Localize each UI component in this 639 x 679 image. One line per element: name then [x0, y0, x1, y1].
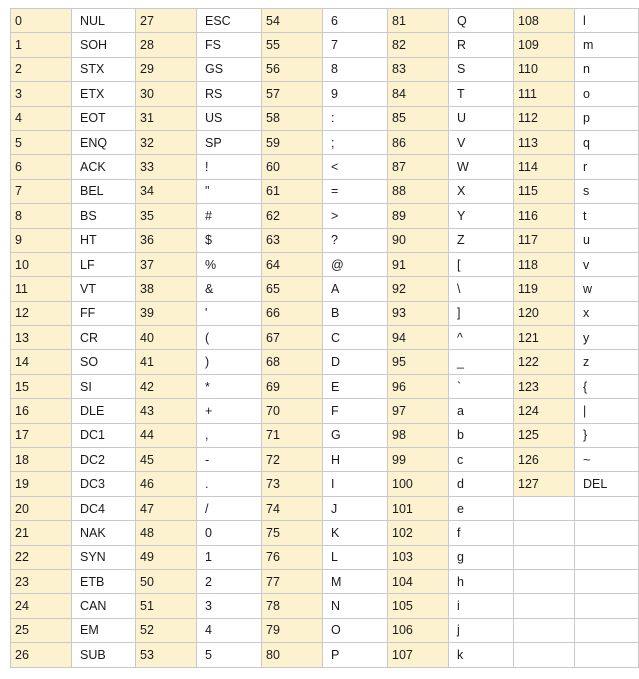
- char-cell: {: [575, 374, 639, 398]
- code-cell: 40: [136, 326, 197, 350]
- table-row: [11, 545, 639, 569]
- char-cell: ENQ: [72, 130, 136, 154]
- code-cell: 69: [262, 374, 323, 398]
- char-cell: 2: [197, 569, 262, 593]
- code-cell: 31: [136, 106, 197, 130]
- code-cell: 34: [136, 179, 197, 203]
- table-row: [11, 643, 639, 667]
- code-cell: 51: [136, 594, 197, 618]
- code-cell: 1: [11, 33, 72, 57]
- char-cell: GS: [197, 57, 262, 81]
- code-cell: 124: [514, 399, 575, 423]
- code-cell: 60: [262, 155, 323, 179]
- code-cell: 98: [388, 423, 449, 447]
- empty-cell: [514, 618, 575, 642]
- char-cell: 4: [197, 618, 262, 642]
- char-cell: x: [575, 301, 639, 325]
- char-cell: ETB: [72, 569, 136, 593]
- table-row: [11, 155, 639, 179]
- code-cell: 109: [514, 33, 575, 57]
- table-row: [11, 33, 639, 57]
- char-cell: 5: [197, 643, 262, 667]
- code-cell: 77: [262, 569, 323, 593]
- char-cell: t: [575, 204, 639, 228]
- code-cell: 7: [11, 179, 72, 203]
- table-row: [11, 179, 639, 203]
- char-cell: ,: [197, 423, 262, 447]
- table-row: [11, 130, 639, 154]
- code-cell: 114: [514, 155, 575, 179]
- char-cell: RS: [197, 82, 262, 106]
- code-cell: 5: [11, 130, 72, 154]
- code-cell: 89: [388, 204, 449, 228]
- char-cell: i: [449, 594, 514, 618]
- code-cell: 48: [136, 521, 197, 545]
- code-cell: 102: [388, 521, 449, 545]
- code-cell: 93: [388, 301, 449, 325]
- char-cell: Z: [449, 228, 514, 252]
- char-cell: $: [197, 228, 262, 252]
- code-cell: 55: [262, 33, 323, 57]
- table-row: [11, 277, 639, 301]
- code-cell: 86: [388, 130, 449, 154]
- code-cell: 22: [11, 545, 72, 569]
- code-cell: 65: [262, 277, 323, 301]
- code-cell: 49: [136, 545, 197, 569]
- code-cell: 97: [388, 399, 449, 423]
- char-cell: A: [323, 277, 388, 301]
- char-cell: C: [323, 326, 388, 350]
- table-row: [11, 326, 639, 350]
- empty-cell: [575, 618, 639, 642]
- table-row: [11, 106, 639, 130]
- table-row: [11, 569, 639, 593]
- char-cell: K: [323, 521, 388, 545]
- char-cell: CAN: [72, 594, 136, 618]
- code-cell: 85: [388, 106, 449, 130]
- char-cell: j: [449, 618, 514, 642]
- char-cell: LF: [72, 252, 136, 276]
- table-row: [11, 521, 639, 545]
- char-cell: m: [575, 33, 639, 57]
- code-cell: 117: [514, 228, 575, 252]
- code-cell: 45: [136, 448, 197, 472]
- code-cell: 107: [388, 643, 449, 667]
- code-cell: 101: [388, 496, 449, 520]
- code-cell: 19: [11, 472, 72, 496]
- code-cell: 75: [262, 521, 323, 545]
- char-cell: U: [449, 106, 514, 130]
- code-cell: 67: [262, 326, 323, 350]
- code-cell: 87: [388, 155, 449, 179]
- char-cell: h: [449, 569, 514, 593]
- char-cell: d: [449, 472, 514, 496]
- code-cell: 46: [136, 472, 197, 496]
- code-cell: 115: [514, 179, 575, 203]
- code-cell: 50: [136, 569, 197, 593]
- code-cell: 23: [11, 569, 72, 593]
- code-cell: 10: [11, 252, 72, 276]
- code-cell: 123: [514, 374, 575, 398]
- char-cell: :: [323, 106, 388, 130]
- char-cell: ACK: [72, 155, 136, 179]
- char-cell: +: [197, 399, 262, 423]
- char-cell: ;: [323, 130, 388, 154]
- code-cell: 56: [262, 57, 323, 81]
- code-cell: 119: [514, 277, 575, 301]
- char-cell: I: [323, 472, 388, 496]
- char-cell: EOT: [72, 106, 136, 130]
- code-cell: 127: [514, 472, 575, 496]
- char-cell: F: [323, 399, 388, 423]
- char-cell: DLE: [72, 399, 136, 423]
- code-cell: 41: [136, 350, 197, 374]
- char-cell: ): [197, 350, 262, 374]
- code-cell: 118: [514, 252, 575, 276]
- code-cell: 103: [388, 545, 449, 569]
- empty-cell: [514, 496, 575, 520]
- char-cell: >: [323, 204, 388, 228]
- table-row: [11, 618, 639, 642]
- code-cell: 70: [262, 399, 323, 423]
- code-cell: 80: [262, 643, 323, 667]
- code-cell: 78: [262, 594, 323, 618]
- table-row: [11, 423, 639, 447]
- char-cell: P: [323, 643, 388, 667]
- char-cell: <: [323, 155, 388, 179]
- code-cell: 74: [262, 496, 323, 520]
- char-cell: SYN: [72, 545, 136, 569]
- code-cell: 79: [262, 618, 323, 642]
- char-cell: G: [323, 423, 388, 447]
- table-row: [11, 496, 639, 520]
- char-cell: &: [197, 277, 262, 301]
- char-cell: M: [323, 569, 388, 593]
- code-cell: 28: [136, 33, 197, 57]
- char-cell: EM: [72, 618, 136, 642]
- table-row: [11, 57, 639, 81]
- table-row: [11, 204, 639, 228]
- ascii-table-body: [11, 9, 639, 668]
- table-row: [11, 82, 639, 106]
- char-cell: N: [323, 594, 388, 618]
- empty-cell: [575, 545, 639, 569]
- char-cell: e: [449, 496, 514, 520]
- char-cell: US: [197, 106, 262, 130]
- char-cell: BEL: [72, 179, 136, 203]
- char-cell: s: [575, 179, 639, 203]
- char-cell: ": [197, 179, 262, 203]
- code-cell: 58: [262, 106, 323, 130]
- code-cell: 61: [262, 179, 323, 203]
- code-cell: 81: [388, 9, 449, 33]
- code-cell: 120: [514, 301, 575, 325]
- char-cell: =: [323, 179, 388, 203]
- char-cell: T: [449, 82, 514, 106]
- code-cell: 11: [11, 277, 72, 301]
- empty-cell: [514, 569, 575, 593]
- char-cell: DC4: [72, 496, 136, 520]
- code-cell: 68: [262, 350, 323, 374]
- code-cell: 29: [136, 57, 197, 81]
- table-row: [11, 399, 639, 423]
- char-cell: X: [449, 179, 514, 203]
- char-cell: b: [449, 423, 514, 447]
- code-cell: 76: [262, 545, 323, 569]
- code-cell: 63: [262, 228, 323, 252]
- code-cell: 110: [514, 57, 575, 81]
- char-cell: J: [323, 496, 388, 520]
- code-cell: 116: [514, 204, 575, 228]
- code-cell: 90: [388, 228, 449, 252]
- char-cell: a: [449, 399, 514, 423]
- code-cell: 64: [262, 252, 323, 276]
- table-row: [11, 350, 639, 374]
- code-cell: 108: [514, 9, 575, 33]
- code-cell: 66: [262, 301, 323, 325]
- char-cell: 9: [323, 82, 388, 106]
- char-cell: r: [575, 155, 639, 179]
- char-cell: ~: [575, 448, 639, 472]
- code-cell: 3: [11, 82, 72, 106]
- char-cell: VT: [72, 277, 136, 301]
- char-cell: w: [575, 277, 639, 301]
- char-cell: ESC: [197, 9, 262, 33]
- code-cell: 20: [11, 496, 72, 520]
- char-cell: Y: [449, 204, 514, 228]
- code-cell: 44: [136, 423, 197, 447]
- table-row: [11, 9, 639, 33]
- empty-cell: [514, 521, 575, 545]
- char-cell: L: [323, 545, 388, 569]
- code-cell: 106: [388, 618, 449, 642]
- code-cell: 88: [388, 179, 449, 203]
- code-cell: 36: [136, 228, 197, 252]
- char-cell: 7: [323, 33, 388, 57]
- code-cell: 6: [11, 155, 72, 179]
- empty-cell: [514, 594, 575, 618]
- code-cell: 18: [11, 448, 72, 472]
- char-cell: 6: [323, 9, 388, 33]
- code-cell: 100: [388, 472, 449, 496]
- table-row: [11, 301, 639, 325]
- code-cell: 113: [514, 130, 575, 154]
- code-cell: 73: [262, 472, 323, 496]
- empty-cell: [575, 496, 639, 520]
- char-cell: BS: [72, 204, 136, 228]
- code-cell: 42: [136, 374, 197, 398]
- code-cell: 47: [136, 496, 197, 520]
- empty-cell: [575, 643, 639, 667]
- char-cell: k: [449, 643, 514, 667]
- char-cell: .: [197, 472, 262, 496]
- code-cell: 21: [11, 521, 72, 545]
- ascii-table: [10, 8, 639, 668]
- char-cell: DEL: [575, 472, 639, 496]
- char-cell: DC3: [72, 472, 136, 496]
- code-cell: 99: [388, 448, 449, 472]
- code-cell: 57: [262, 82, 323, 106]
- empty-cell: [575, 569, 639, 593]
- code-cell: 17: [11, 423, 72, 447]
- table-row: [11, 472, 639, 496]
- code-cell: 15: [11, 374, 72, 398]
- char-cell: c: [449, 448, 514, 472]
- code-cell: 82: [388, 33, 449, 57]
- char-cell: DC1: [72, 423, 136, 447]
- code-cell: 8: [11, 204, 72, 228]
- code-cell: 84: [388, 82, 449, 106]
- char-cell: HT: [72, 228, 136, 252]
- code-cell: 52: [136, 618, 197, 642]
- code-cell: 91: [388, 252, 449, 276]
- char-cell: [: [449, 252, 514, 276]
- code-cell: 53: [136, 643, 197, 667]
- char-cell: SP: [197, 130, 262, 154]
- char-cell: `: [449, 374, 514, 398]
- empty-cell: [514, 545, 575, 569]
- char-cell: p: [575, 106, 639, 130]
- char-cell: o: [575, 82, 639, 106]
- char-cell: *: [197, 374, 262, 398]
- code-cell: 125: [514, 423, 575, 447]
- char-cell: ': [197, 301, 262, 325]
- char-cell: O: [323, 618, 388, 642]
- char-cell: D: [323, 350, 388, 374]
- char-cell: g: [449, 545, 514, 569]
- table-row: [11, 594, 639, 618]
- char-cell: FS: [197, 33, 262, 57]
- char-cell: }: [575, 423, 639, 447]
- char-cell: !: [197, 155, 262, 179]
- code-cell: 14: [11, 350, 72, 374]
- char-cell: V: [449, 130, 514, 154]
- char-cell: S: [449, 57, 514, 81]
- code-cell: 71: [262, 423, 323, 447]
- char-cell: y: [575, 326, 639, 350]
- char-cell: CR: [72, 326, 136, 350]
- code-cell: 12: [11, 301, 72, 325]
- char-cell: 0: [197, 521, 262, 545]
- code-cell: 39: [136, 301, 197, 325]
- char-cell: 3: [197, 594, 262, 618]
- char-cell: ^: [449, 326, 514, 350]
- code-cell: 96: [388, 374, 449, 398]
- code-cell: 122: [514, 350, 575, 374]
- code-cell: 32: [136, 130, 197, 154]
- code-cell: 95: [388, 350, 449, 374]
- code-cell: 54: [262, 9, 323, 33]
- char-cell: 8: [323, 57, 388, 81]
- code-cell: 27: [136, 9, 197, 33]
- char-cell: 1: [197, 545, 262, 569]
- char-cell: NAK: [72, 521, 136, 545]
- table-row: [11, 448, 639, 472]
- char-cell: ]: [449, 301, 514, 325]
- char-cell: DC2: [72, 448, 136, 472]
- code-cell: 62: [262, 204, 323, 228]
- code-cell: 13: [11, 326, 72, 350]
- char-cell: %: [197, 252, 262, 276]
- char-cell: SI: [72, 374, 136, 398]
- code-cell: 0: [11, 9, 72, 33]
- code-cell: 83: [388, 57, 449, 81]
- char-cell: |: [575, 399, 639, 423]
- char-cell: W: [449, 155, 514, 179]
- table-row: [11, 252, 639, 276]
- code-cell: 72: [262, 448, 323, 472]
- table-row: [11, 228, 639, 252]
- code-cell: 16: [11, 399, 72, 423]
- code-cell: 24: [11, 594, 72, 618]
- char-cell: /: [197, 496, 262, 520]
- char-cell: @: [323, 252, 388, 276]
- char-cell: z: [575, 350, 639, 374]
- char-cell: (: [197, 326, 262, 350]
- char-cell: \: [449, 277, 514, 301]
- char-cell: R: [449, 33, 514, 57]
- code-cell: 126: [514, 448, 575, 472]
- char-cell: E: [323, 374, 388, 398]
- char-cell: FF: [72, 301, 136, 325]
- code-cell: 9: [11, 228, 72, 252]
- code-cell: 37: [136, 252, 197, 276]
- code-cell: 30: [136, 82, 197, 106]
- code-cell: 4: [11, 106, 72, 130]
- code-cell: 121: [514, 326, 575, 350]
- code-cell: 92: [388, 277, 449, 301]
- code-cell: 26: [11, 643, 72, 667]
- empty-cell: [575, 594, 639, 618]
- char-cell: ?: [323, 228, 388, 252]
- char-cell: H: [323, 448, 388, 472]
- code-cell: 94: [388, 326, 449, 350]
- char-cell: v: [575, 252, 639, 276]
- char-cell: #: [197, 204, 262, 228]
- char-cell: n: [575, 57, 639, 81]
- char-cell: SOH: [72, 33, 136, 57]
- code-cell: 2: [11, 57, 72, 81]
- code-cell: 111: [514, 82, 575, 106]
- table-row: [11, 374, 639, 398]
- char-cell: Q: [449, 9, 514, 33]
- empty-cell: [575, 521, 639, 545]
- code-cell: 112: [514, 106, 575, 130]
- char-cell: SO: [72, 350, 136, 374]
- char-cell: STX: [72, 57, 136, 81]
- code-cell: 33: [136, 155, 197, 179]
- code-cell: 35: [136, 204, 197, 228]
- code-cell: 25: [11, 618, 72, 642]
- char-cell: NUL: [72, 9, 136, 33]
- char-cell: _: [449, 350, 514, 374]
- code-cell: 38: [136, 277, 197, 301]
- code-cell: 43: [136, 399, 197, 423]
- char-cell: f: [449, 521, 514, 545]
- code-cell: 104: [388, 569, 449, 593]
- empty-cell: [514, 643, 575, 667]
- char-cell: B: [323, 301, 388, 325]
- char-cell: -: [197, 448, 262, 472]
- char-cell: l: [575, 9, 639, 33]
- char-cell: q: [575, 130, 639, 154]
- char-cell: u: [575, 228, 639, 252]
- char-cell: SUB: [72, 643, 136, 667]
- code-cell: 59: [262, 130, 323, 154]
- code-cell: 105: [388, 594, 449, 618]
- char-cell: ETX: [72, 82, 136, 106]
